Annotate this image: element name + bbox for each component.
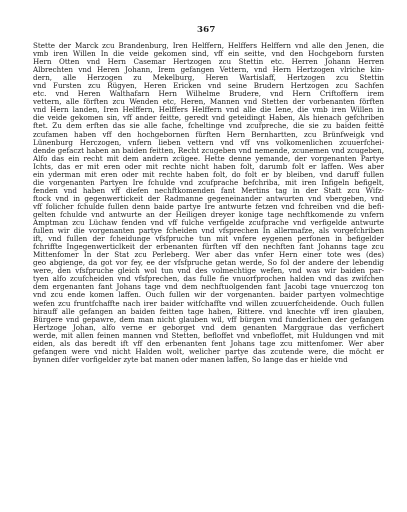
text-line: vettern, alle förften zcu Wenden etc, Heren, Mannen vnd Stetten der vorbenanten förften <box>33 98 384 107</box>
text-line: vnd Fursten zcu Rügyen, Heren Ericken vnd seine Brudern Hertzogen zcu Sachfen <box>33 82 384 91</box>
text-line: fullen wir die vorgenanten partye fcheiden vnd vfsprechen In allermafze, als vorgefchriben <box>33 227 384 236</box>
text-line: die vorgenanten Partyen Ire fchulde vnd zcufprache befchriba, mit iren Infigeln befigelt, <box>33 178 384 187</box>
text-line: Bürgere vnd gepawre, dem man nicht glauben wil, vff bürgen vnd funderlichen der gefangen <box>33 315 384 324</box>
text-line: fchriffte Ingegenwerticlkeit der erbenanten fürften vff den nechften fant Johanns tage zcu <box>33 243 384 252</box>
text-line: Alfo das ein recht mit dem andern zcügee. Hette denne yemande, der vorgenanten Partye <box>33 154 384 163</box>
text-line: ift, vnd fullen der fcheidunge vfsfpruche tun mit vnfere eygenen perfonen in befigelder <box>33 235 384 244</box>
page-number: 367 <box>197 25 216 35</box>
text-line: eiden, als das beredt ift vff den erbenanten fent Johans tage zcu mittenfomer. Wer aber <box>33 339 384 348</box>
text-line: ein yderman mit eren oder mit rechte haben folt, do folt er by bleiben, vnd daruff fullen <box>33 170 384 179</box>
text-line: die veide gekomen sin, vff ander feitte, geredt vnd geteidingt Haben, Als hienach gefchriben <box>33 114 384 123</box>
text-line: Stette der Marck zcu Brandenburg, Iren Helffern, Helffers Helffern vnd alle den Jenen, die <box>33 42 384 50</box>
text-line: ftet. Zu dem erften das sie alle fache, fcheltinge vnd zcufpreche, die sie zu baiden feittē <box>33 122 384 131</box>
text-line: Lünenburg Herczogen, vnfern lieben vettern vnd vff vns volkomenlichen zcuuerfchei- <box>33 138 384 147</box>
text-line: dem ergenanten fant Johans tage vnd dem nechftuolgenden fant Jacobi tage vnuerczog ton <box>33 283 384 292</box>
text-line: vnd Hern landen, Iren Helffern, Helffers Helffern vnd alle die Iene, die vmb iren Willen in <box>33 106 384 115</box>
text-line: dende gefaczt haben an baiden feitten, Recht zcugeben vnd nemende, zcunemen vnd zcugeben, <box>33 146 384 155</box>
text-line: ftock vnd in gegenwertickeit der Radmanne gegeneinander antwurten vnd vbergeben, vnd <box>33 194 384 203</box>
text-line: werde, mit allen feinen mannen vnd Stetten, befloffet vnd vnbefloffet, mit Huldungen vnd mit <box>33 331 384 340</box>
text-line: fenden vnd haben vff diefen nechftkomenden fant Mertins tag in der Statt zcu Wifz- <box>33 186 384 195</box>
text-line: bynnen difer vorfigelder zyte bat manen oder manen laffen, So lange das er hielde vnd <box>33 355 348 364</box>
text-line: Mittenfomer In der Stat zcu Perleberg. Wer aber das vnfer Hern einer tote wes (des) <box>33 251 384 260</box>
text-line: vff folicher fchulde fullen denn baide partye Ire antwurte fetzen vnd fchreiben vnd die befi- <box>33 202 384 211</box>
text-line: wefen zcu fruntfchaffte nach irer baider witfchaffte vnd willen zcuuerfcheidende. Ouch fullen <box>33 299 384 308</box>
text-line: dern, alle Herzogen zu Mekelburg, Heren Wartislaff, Hertzogen zcu Stettin <box>33 74 384 83</box>
text-line: gefangen were vnd nicht Halden wolt, welicher partye das zcutende were, die möcht er <box>33 347 384 356</box>
text-line: were, den vfsfpruche gleich wol tun vnd des volmechtige wefen, vnd was wir baiden par- <box>33 267 384 276</box>
text-line: Hertzoge Johan, alfo verne er geborget vnd dem genanten Marggraue das verfichert <box>33 323 384 332</box>
text-line: etc. vnd Heren Walthafarn Hern Wilhelme Brudere, vnd Hern Criftoffern irem <box>33 90 384 99</box>
text-line: gelten fchulde vnd antwurte an der Heiligen dreyer konige tage nechftkomende zu vnfern <box>33 210 384 219</box>
text-line: Amptman zcu Lüchaw fenden vnd vff fulche verfigelde zcufprache vnd verfigelde antwurte <box>33 219 384 228</box>
text-line: Ichts, das er mit eren oder mit rechte nicht haben folt, darumb folt er laffen. Wes aber <box>33 162 384 171</box>
text-line: tyen alfo zcufcheiden vnd vfsfprechen, das fulle fie vnuorfprochen halden vnd das zwifchen <box>33 275 384 284</box>
text-line: hirauff alle gefangen an baiden feitten tage haben, Rittere. vnd knechte vff iren glauben, <box>33 307 384 316</box>
text-line: vmb iren Willen In die veide gekomen sind, vff ein seitte, vnd den Hochgeborn fursten <box>33 50 384 59</box>
text-line: Albrechten vnd Heren Johann, Irem gefangen Vettern, vnd Hern Hertzogen vlriche kin- <box>33 66 384 75</box>
text-line: zcufamen haben vff den hochgebornen fürften Hern Bernhartten, zcu Brünfweigk vnd <box>33 130 384 139</box>
body-text <box>33 42 384 364</box>
text-line: Hern Otten vnd Hern Casemar Hertzogen zcu Stettin etc. Herren Johann Herren <box>33 58 384 67</box>
text-line: geo abgienge, da got vor fey, ee der vfsfpruche getan werde, So fol der andere der lebendig <box>33 259 384 268</box>
text-line: vnd zcu ende komen laffen. Ouch fullen wir der vorgenanten. baider partyen volmechtige <box>33 291 384 300</box>
